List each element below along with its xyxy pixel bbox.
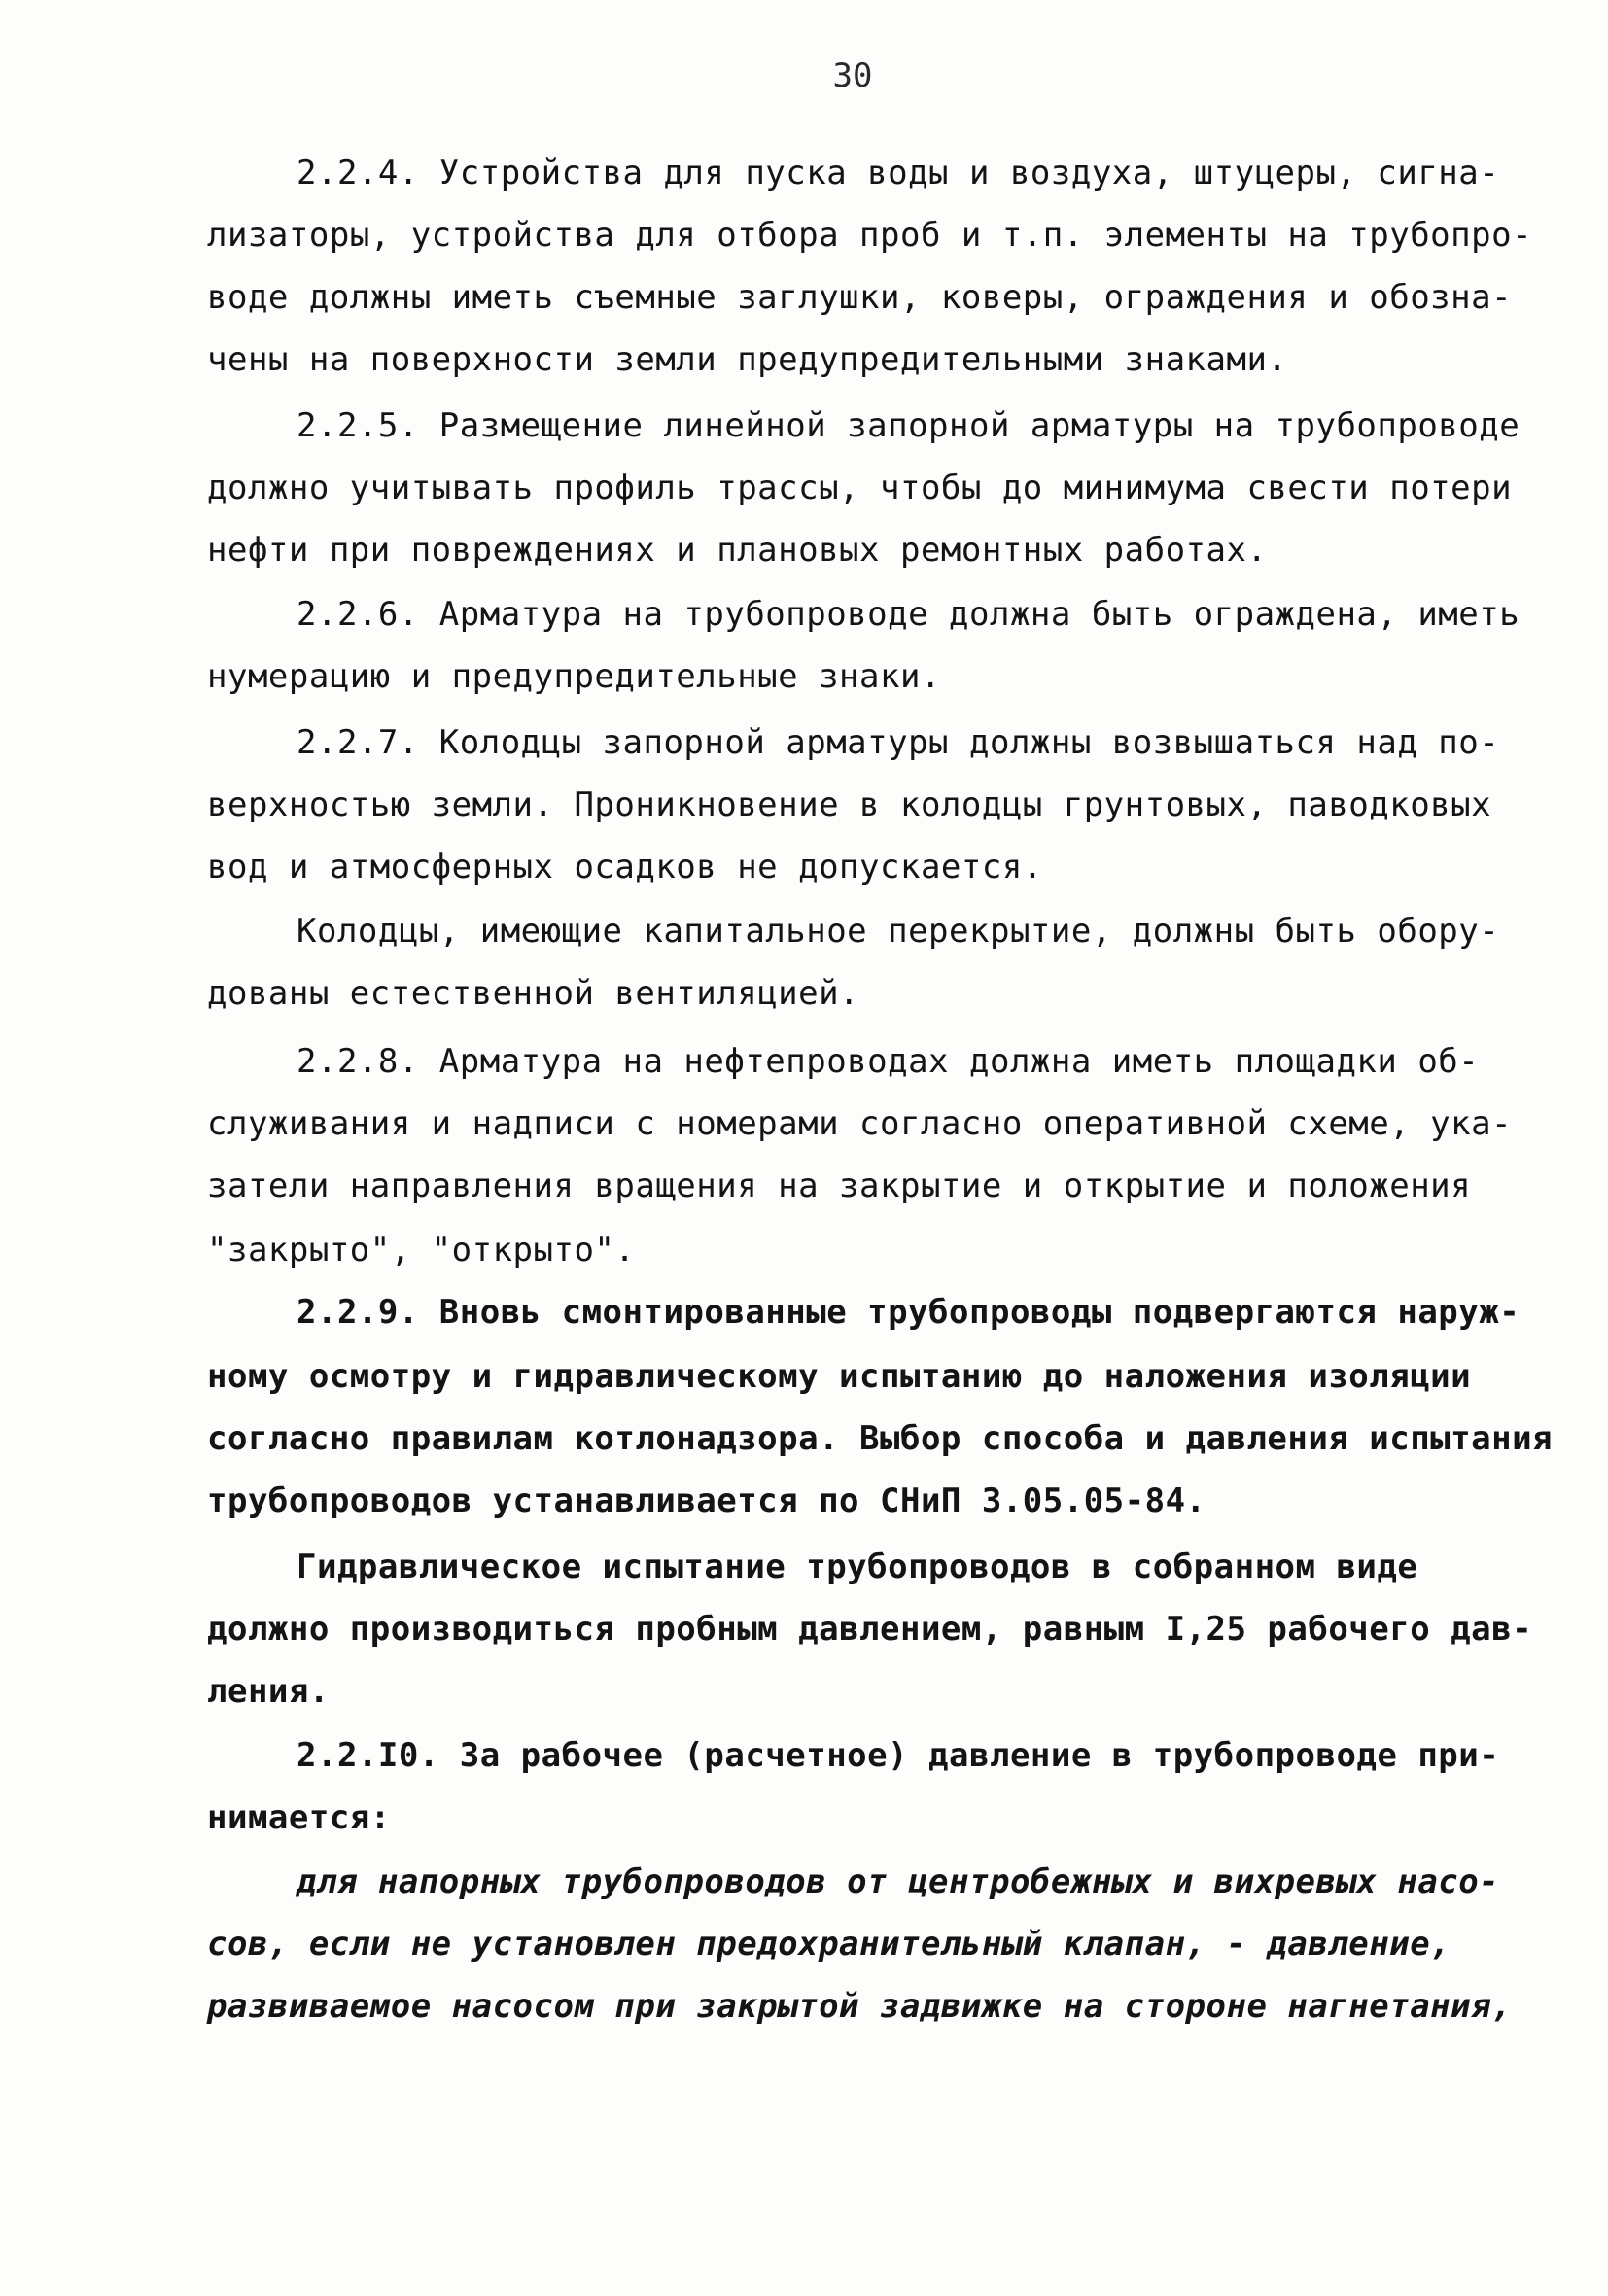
text-line: 2.2.9. Вновь смонтированные трубопроводы подвергаются наруж-	[297, 1293, 1521, 1332]
text-line: 2.2.8. Арматура на нефтепроводах должна иметь площадки об-	[297, 1042, 1480, 1081]
text-line: дованы естественной вентиляцией.	[207, 974, 860, 1013]
page-number: 30	[832, 56, 873, 95]
text-line: чены на поверхности земли предупредительными знаками.	[207, 340, 1288, 379]
text-line: ления.	[207, 1672, 330, 1711]
text-line: 2.2.5. Размещение линейной запорной арматуры на трубопроводе	[297, 406, 1521, 445]
text-line: должно производиться пробным давлением, равным I,25 рабочего дав-	[207, 1610, 1533, 1649]
text-line: служивания и надписи с номерами согласно оперативной схеме, ука-	[207, 1104, 1513, 1143]
text-line: развиваемое насосом при закрытой задвижке на стороне нагнетания,	[207, 1987, 1513, 2026]
text-line: нимается:	[207, 1798, 391, 1837]
text-line: лизаторы, устройства для отбора проб и т.п. элементы на трубопро-	[207, 216, 1533, 255]
text-line: Гидравлическое испытание трубопроводов в собранном виде	[297, 1548, 1418, 1586]
text-line: воде должны иметь съемные заглушки, коверы, ограждения и обозна-	[207, 278, 1513, 317]
text-line: "закрыто", "открыто".	[207, 1231, 636, 1270]
text-line: сов, если не установлен предохранительный клапан, - давление,	[207, 1925, 1451, 1964]
text-line: должно учитывать профиль трассы, чтобы до минимума свести потери	[207, 469, 1513, 507]
text-line: вод и атмосферных осадков не допускается.	[207, 848, 1043, 887]
text-line: верхностью земли. Проникновение в колодцы грунтовых, паводковых	[207, 785, 1492, 824]
text-line: для напорных трубопроводов от центробежных и вихревых насо-	[297, 1862, 1500, 1901]
text-line: Колодцы, имеющие капитальное перекрытие, должны быть обору-	[297, 912, 1500, 951]
text-line: согласно правилам котлонадзора. Выбор способа и давления испытания	[207, 1419, 1554, 1458]
text-line: 2.2.I0. За рабочее (расчетное) давление в трубопроводе при-	[297, 1736, 1500, 1775]
text-line: трубопроводов устанавливается по СНиП 3.05.05-84.	[207, 1481, 1206, 1520]
text-line: 2.2.7. Колодцы запорной арматуры должны возвышаться над по-	[297, 723, 1500, 762]
text-line: ному осмотру и гидравлическому испытанию до наложения изоляции	[207, 1357, 1472, 1396]
text-line: нефти при повреждениях и плановых ремонтных работах.	[207, 531, 1268, 570]
text-line: 2.2.6. Арматура на трубопроводе должна быть ограждена, иметь	[297, 595, 1521, 634]
text-line: затели направления вращения на закрытие и открытие и положения	[207, 1166, 1472, 1205]
text-line: нумерацию и предупредительные знаки.	[207, 657, 941, 696]
text-line: 2.2.4. Устройства для пуска воды и воздуха, штуцеры, сигна-	[297, 154, 1500, 192]
